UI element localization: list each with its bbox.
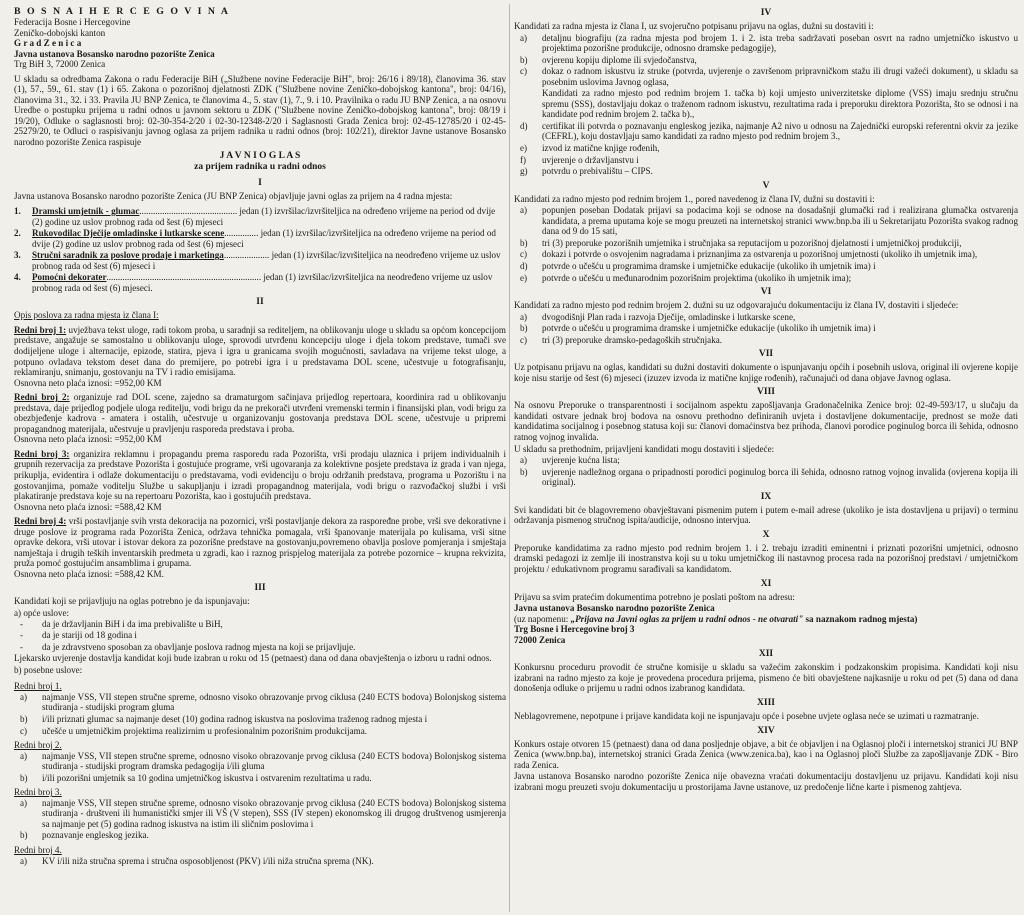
section-heading-III: III	[254, 583, 266, 594]
list-item: d) certifikat ili potvrda o poznavanju engleskog jezika, najmanje A2 nivo u odnosu na Zajednički europski referentni okvir za jezike (CEFRL), koju dostavljaju samo kandidati za radno mjesto pod rednim brojem 3.,	[520, 120, 1018, 142]
section-XI-text: Prijavu sa svim pratećim dokumentima potrebno je poslati poštom na adresu:	[514, 591, 795, 602]
salary-line: Osnovna neto plaća iznosi: =588,42 KM	[14, 501, 162, 512]
position-item: 4. Pomoćni dekorater.................................................................... jedan (1) izvršilac/izvršiteljica na neodređeno vrijeme uz uslov probnog rada od šest (6) mjeseci.	[14, 272, 493, 293]
list-item: a) najmanje VSS, VII stepen stručne spreme, odnosno visoko obrazovanje prvog ciklusa (240 ECTS bodova) Bolonjskog sistema studiranja - studijski program glumа	[20, 691, 506, 713]
address-name: Javna ustanova Bosansko narodno pozorište Zenica	[514, 603, 715, 614]
list-item: Kandidati za radno mjesto pod rednim brojem 1. tačka b) koji umjesto univerzitetske diplome (VSS) imaju srednju stručnu spremu (SSS), dostavljaju dokaz o traženom radnom iskustvu, rezultatima rada i preporuku direktora Pozorišta, što se odnosi i na kandidate pod rednim brojem 2. tačka b).,	[542, 88, 1018, 120]
special-group	[14, 740, 506, 783]
section-heading-I: I	[258, 178, 262, 189]
position-title: Rukovodilac Dječije omladinske i lutkarske scene	[32, 228, 225, 239]
address-city: 72000 Zenica	[514, 634, 566, 645]
list-item: e) izvod iz matične knjige rođenih,	[520, 143, 660, 154]
section-III-intro: Kandidati koji se prijavljuju na oglas potrebno je da ispunjavaju:	[14, 596, 250, 607]
duty-block: Redni broj 3: organizira reklamnu i propagandu prema rasporedu rada Pozorišta, vrši prodaju ulaznica i prijem individualnih i grupnih rezervacija za predstave Pozorišta i gostujuće programe, vrši ugovaranja za kolektivne posjete predstava iz grada i van njega, prikuplja, evidentira i odlaže dokumentaciju o predstavama, vodi evidenciju o broju održanih predstava, programa u Pozorištu i na gostovanjima, pomaže voditelju Službe u sakupljanju i izradi propagandnog materijala, vodi brigu o razvođačkoj službi i vrši plakatiranje predstava koje su na repertoaru Pozorišta, kao i gostujućih predstava. Osnovna neto plaća iznosi: =588,42 KM	[14, 448, 507, 512]
section-XIV-text: Konkurs ostaje otvoren 15 (petnaest) dana od dana posljednje objave, a bit će objavljen i na Oglasnoj ploči i internetskoj stranici JU BNP Zenica (www.bnp.ba), internetskoj stranici Grada Zenica (www.zenica.ba), kao i na Oglasnoj ploči Službe za zapošljavanje ZDK - Biro rada Zenica.	[514, 738, 1018, 770]
list-item: b) potvrde o učešću u programima dramske i umjetničke edukacije (ukoliko ih umjetnik ima) i	[520, 323, 876, 334]
left-column	[14, 6, 506, 870]
list-item: - da je državljanin BiH i da ima prebivalište u BiH,	[20, 618, 223, 629]
list-item: a) dvogodišnji Plan rada i razvoja Dječije, omladinske i lutkarske scene,	[520, 311, 796, 322]
special-group-label: Redni broj 1.	[14, 681, 62, 692]
general-conditions-list	[14, 619, 506, 653]
duty-block: Redni broj 4: vrši postavljanje svih vrsta dekoracija na pozornici, vrši postavljanje dekora za raspoređne probe, vrši sve dekorativne i druge poslove iz programa rada Pozorišta Zenica, održava tehnička pomagala, vrši španovanje materijala po kulisama, vrši sitne opravke dekora, vrši utovar i istovar dekora za pozorišne predstave na gostovanju,povremeno obavlja poslove pomjeranja i smještaja namještaja i drugih teških inventarskih predmeta u zgradi, kao i raznog prispjelog materijala za potrebe pozornice – krupna rekvizita, pruža pomoć gostujućim ansamblima i grupama. Osnovna neto plaća iznosi: =588,42 KM.	[14, 516, 506, 579]
salary-line: Osnovna neto plaća iznosi: =952,00 KM	[14, 377, 162, 388]
list-item: b) i/ili pozorišni umjetnik sa 10 godina umjetničkog iskustva i ostvarenim rezultatima u radu.	[20, 772, 372, 783]
list-item: a) najmanje VSS, VII stepen stručne spreme, odnosno visoko obrazovanje prvog ciklusa (240 ECTS bodova) Bolonjskog sistema studiranja - društveni ili humanistički smjer ili VŠ (V stepen), SSS (IV stepen) ekonomskog ili drugog društvenog usmjerenja sa najmanje pet (5) godina radnog iskustva na istim ili sličnim poslovima i	[20, 797, 506, 829]
position-item: 3. Stručni saradnik za poslove prodaje i marketinga.................... jedan (1) izvršilac/izvršiteljica na neodređeno vrijeme uz uslov probnog rada od šest (6) mjeseci i	[14, 250, 501, 271]
salary-line: Osnovna neto plaća iznosi: =952,00 KM	[14, 434, 162, 445]
section-heading-XIV: XIV	[757, 725, 775, 736]
section-V-list	[514, 205, 1018, 283]
list-item: - da je zdravstveno sposoban za obavljanje poslova radnog mjesta na koji se prijavljuje.	[20, 641, 356, 652]
list-item: c) dokaz o radnom iskustvu iz struke (potvrda, uvjerenje o završenom pripravničkom stažu ili drugi važeći dokument), u skladu sa posebnim uslovima Javnog oglasa,	[520, 66, 1018, 87]
institution-address: Trg BiH 3, 72000 Zenica	[14, 59, 106, 70]
section-II-intro: Opis poslova za radna mjesta iz člana I:	[14, 310, 159, 321]
city-name: G r a d Z e n i c a	[14, 38, 82, 49]
issuer-header	[14, 6, 506, 70]
section-VIII-text2: U skladu sa prethodnim, prijavljeni kandidati mogu dostaviti i sljedeće:	[514, 443, 775, 454]
duty-block: Redni broj 1: uvježbava tekst uloge, radi tokom proba, u saradnji sa rediteljem, na oblikovanju uloge u skladu sa općom koncepcijom predstave, angažuje se samostalno u oblikovanju uloge, sprovodi utvrđenu koncepciju uloge i djela tokom predstave, tumači sve dodijeljene uloge i alternacije, epizode, statira, pjeva i igra u granicama svojih mogućnosti, savladava na vrijeme tekst uloge, a potpuno ovladava tekstom deset dana do premijere, po potrebi igra i u predstavama DOL scene, učestvuje u fotografisanju, reklamiranju, snimanju, gostovanju na TV i radio emisijama. Osnovna neto plaća iznosi: =952,00 KM	[14, 324, 506, 388]
position-title: Stručni saradnik za poslove prodaje i marketinga	[32, 250, 224, 261]
section-I-text: Javna ustanova Bosansko narodno pozorište Zenica (JU BNP Zenica) objavljuje javni oglas za prijem na 4 radna mjesta:	[14, 191, 453, 202]
section-heading-V: V	[762, 180, 770, 191]
special-conditions-label: b) posebne uslove:	[14, 664, 83, 675]
section-heading-X: X	[762, 529, 770, 540]
section-V-intro: Kandidati za radno mjesto pod rednim brojem 1., pored navedenog iz člana IV, dužni su dostaviti i:	[514, 193, 875, 204]
list-item: d) potvrde o učešću u programima dramske i umjetničke edukacije (ukoliko ih umjetnik ima) i	[520, 260, 876, 271]
medical-note: Ljekarsko uvjerenje dostavlja kandidat koji bude izabran u roku od 15 (petnaest) dana od dana obavještenja o izboru u radni odnos.	[14, 653, 492, 664]
list-item: b) tri (3) preporuke pozorišnih umjetnika i stručnjaka sa reputacijom u pozorišnoj djelatnosti i umjetničkoj produkciji,	[520, 237, 962, 248]
list-item: a) uvjerenje kućna lista;	[520, 455, 620, 466]
section-X-text: Preporuke kandidatima za radno mjesto pod rednim brojem 1. i 2. trebaju izraditi eminentni i priznati pozorišni umjetnici, odnosno dramski pedagozi iz zemlje ili inostranstva koji su u toku umjetničkog ili nastavnog procesa rada na pozorišnoj predstavi / umjetničkom projektu / edukativnom programu sarađivali sa kandidatom.	[514, 542, 1018, 574]
section-heading-XI: XI	[760, 578, 772, 589]
general-conditions-label: a) opće uslove:	[14, 608, 70, 619]
section-VI-intro: Kandidati za radno mjesto pod rednim brojem 2. dužni su uz odgovarajuću dokumentaciju iz člana IV, dostaviti i sljedeće:	[514, 300, 959, 311]
salary-line: Osnovna neto plaća iznosi: =588,42 KM.	[14, 568, 164, 579]
notice-subtitle: za prijem radnika u radni odnos	[194, 162, 326, 173]
position-item: 1. Dramski umjetnik - glumac........................................... jedan (1) izvršilac/izvršiteljica na određeno vrijeme na period od dvije (2) godine uz uslov probnog rada od šest (6) mjeseci	[14, 205, 496, 227]
notice-title: J A V N I O G L A S	[219, 151, 301, 162]
section-VIII-text: Na osnovu Preporuke o transparentnosti i socijalnom aspektu zapošljavanja Gradonačelnika Zenice broj: 02-49-593/17, u slučaju da kandidati ostvare jednak broj bodova na osnovu prethodno definiranih uvjeta i dostavljene dokumentacije, prednost se može dati kandidatima socijalnog i posebnog statusa koji su: članovi domaćinstva bez prihoda, članovi porodice poginulog borca ili šehida, odnosno ratnog vojnog invalida.	[514, 400, 1018, 443]
list-item: g) potvrdu o prebivalištu – CIPS.	[520, 166, 653, 177]
list-item: f) uvjerenje o državljanstvu i	[520, 154, 639, 165]
section-heading-XIII: XIII	[757, 697, 775, 708]
section-XIV-text2: Javna ustanova Bosansko narodno pozorište Zenica nije obavezna vraćati dokumentaciju dostavljenu uz prijavu. Kandidati koji nisu izabrani mogu preuzeti svoju dokumentaciju u prostorijama Javne ustanove, uz predočenje lične karte i pismenog zahtjeva.	[514, 771, 1018, 792]
list-item: b) i/ili priznati glumac sa najmanje deset (10) godina radnog iskustva na poslovima traženog radnog mjesta i	[20, 713, 428, 724]
legal-intro: U skladu sa odredbama Zakona o radu Federacije BiH („Službene novine Federacije BiH", broj: 26/16 i 89/18), članovima 36. stav (1), 57., 59., 61. stav (1) i 65. Zakona o pozorišnoj djelatnosti ZDK ("Službene novine Zeničko-dobojskog kantona", broj: 04/16), članovima 31., 32. i 33. Pravila JU BNP Zenica, te članovima 4., 5. stav (1), 7., 9. i 10. Pravilnika o radu JU BNP Zenica, a na osnovu Uredbe o postupku prijema u radni odnos u javnom sektoru u ZDK ("Službene novine Zeničko-dobojskog kantona", broj: 08/19 i 19/20), Odluke o saglasnosti broj: 02-30-354-2/20 i 02-30-12348-2/20 i Saglasnosti Grada Zenica broj: 02-45-12785/20 i 02-45-25279/20, te Odluci o raspisivanju javnog oglasa za prijem radnika u radni odnos (broj: 102/21), direktor Javne ustanove Bosansko narodno pozorište Zenica raspisuje	[14, 73, 506, 147]
section-VIII-list	[514, 455, 1018, 488]
list-item: - da je stariji od 18 godina i	[20, 630, 137, 641]
section-heading-VII: VII	[758, 349, 774, 360]
list-item: a) KV i/ili niža stručna sprema i stručna osposobljenost (PKV) i/ili niža stručna sprema (NK).	[20, 855, 374, 866]
special-group-label: Redni broj 2.	[14, 740, 62, 751]
position-title: Dramski umjetnik - glumac	[32, 205, 140, 216]
section-heading-VIII: VIII	[757, 387, 775, 398]
position-item: 2. Rukovodilac Dječije omladinske i lutkarske scene............... jedan (1) izvršilac/izvršiteljica na određeno vrijeme na period od dvije (2) godine uz uslov probnog rada od šest (6) mjeseci	[14, 228, 496, 249]
list-item: c) učešće u umjetničkim projektima realizirnim u profesionalnim pozorišnim produkcijama.	[20, 725, 368, 736]
list-item: c) dokazi i potvrde o osvojenim nagradama i priznanjima za ostvarenja u pozorišnoj umjetnosti (ukoliko ih umjetnik ima),	[520, 249, 978, 260]
country-name: B O S N A I H E R C E G O V I N A	[14, 6, 230, 17]
section-IV-intro: Kandidati za radna mjesta iz člana I, uz svojeručno potpisanu prijavu na oglas, dužni su dostaviti i:	[514, 21, 874, 32]
institution-name: Javna ustanova Bosansko narodno pozorište Zenica	[14, 48, 215, 59]
address-street: Trg Bosne i Hercegovine broj 3	[514, 624, 635, 635]
right-column	[514, 6, 1018, 796]
section-heading-VI: VI	[760, 287, 772, 298]
special-group-label: Redni broj 3.	[14, 787, 62, 798]
position-title: Pomoćni dekorater	[32, 272, 107, 283]
column-divider	[509, 4, 510, 912]
special-group-label: Redni broj 4.	[14, 844, 62, 855]
section-XII-text: Konkursnu proceduru provodit će stručne komisije u skladu sa važećim zakonskim i podzakonskim propisima. Kandidati koji nisu izabrani na radno mjesto za koje je provedena procedura prijema, pismeno će biti obavještene najkasnije u roku od pet (5) dana od dana donošenja odluke o prijemu u radni odnos izabranog kandidata.	[514, 662, 1018, 694]
address-note: (uz napomenu: „Prijava na Javni oglas za prijem u radni odnos - ne otvarati" sa naznakom radnog mjesta)	[514, 613, 918, 624]
list-item: a) najmanje VSS, VII stepen stručne spreme, odnosno visoko obrazovanje prvog ciklusa (240 ECTS bodova) Bolonjskog sistema studiranja - studijski program dramska pedagogija i/ili gluma	[20, 750, 506, 772]
section-heading-II: II	[256, 297, 264, 308]
section-heading-IV: IV	[760, 8, 772, 18]
section-IX-text: Svi kandidati bit će blagovremeno obavještavani pismenim putem i putem e-mail adrese (ukoliko je ista dostavljena u prijavi) o terminu održavanja pismenog stručnog ispita/audicije, odnosno intervjua.	[514, 504, 1018, 526]
list-item: c) tri (3) preporuke dramsko-pedagoških stručnjaka.	[520, 334, 723, 345]
list-item: a) detaljnu biografiju (za radna mjesta pod brojem 1. i 2. ista treba sadržavati poseban osvrt na radno umjetničko iskustvo u projektima pozorišne produkcije, odnosno dramske pedagogije),	[520, 32, 1018, 54]
special-group	[14, 845, 506, 866]
special-group	[14, 681, 506, 736]
list-item: e) potvrde o učešću u međunarodnim pozorišnim projektima (ukoliko ih umjetnik ima);	[520, 272, 852, 283]
section-XIII-text: Neblagovremene, nepotpune i prijave kandidata koji ne ispunjavaju opće i posebne uvjete oglasa neće se uzimati u razmatranje.	[514, 710, 979, 721]
list-item: b) ovjerenu kopiju diplome ili svjedočanstva,	[520, 54, 697, 65]
list-item: a) popunjen poseban Dodatak prijavi sa podacima koji se odnose na dosadašnji glumački rad i realizirana glumačka ostvarenja kandidata, a prema uputama koje se mogu preuzeti na internetskoj stranici www.bnp.ba ili u Sekretarijatu Pozorišta svakog radnog dana od 9 do 15 sati,	[520, 205, 1018, 237]
section-heading-IX: IX	[760, 491, 772, 502]
mailing-address	[514, 603, 1018, 645]
list-item: b) poznavanje engleskog jezika.	[20, 830, 149, 841]
section-IV-list	[514, 33, 1018, 177]
federation-name: Federacija Bosne i Hercegovine	[14, 17, 131, 28]
list-item: b) uvjerenje nadležnog organa o pripadnosti porodici poginulog borca ili šehida, odnosno ratnog vojnog invalida (ovjerena kopija ili original).	[520, 466, 1018, 488]
section-VI-list	[514, 312, 1018, 346]
section-heading-XII: XII	[758, 649, 774, 660]
duty-block: Redni broj 2: organizuje rad DOL scene, zajedno sa dramaturgom sačinjava prijedlog repertoara, koordinira rad u oblikovanju predstava, daje prijedlog podjele uloga reditelju, vodi brigu da ne prekorači utvrđeni vremenski termin i finansijski plan, vodi brigu za obezbjeđenje kadrova - amatera i ostalih, učestvuje u organizovanju gostovanja predstava DOL scene, učestvuje u pripremi propagandnog materijala, učestvuje u pravljenju rasporeda predstava i proba. Osnovna neto plaća iznosi: =952,00 KM	[14, 392, 507, 445]
canton-name: Zeničko-dobojski kanton	[14, 27, 106, 38]
positions-list	[14, 206, 506, 293]
special-group	[14, 787, 506, 841]
section-VII-text: Uz potpisanu prijavu na oglas, kandidati su dužni dostaviti dokumente o ispunjavanju općih i posebnih uslova, original ili ovjerene kopije koje nisu starije od šest (6) mjeseci (izuzev izvoda iz matične knjige rođenih), računajući od dana objave Javnog oglasa.	[514, 362, 1018, 383]
